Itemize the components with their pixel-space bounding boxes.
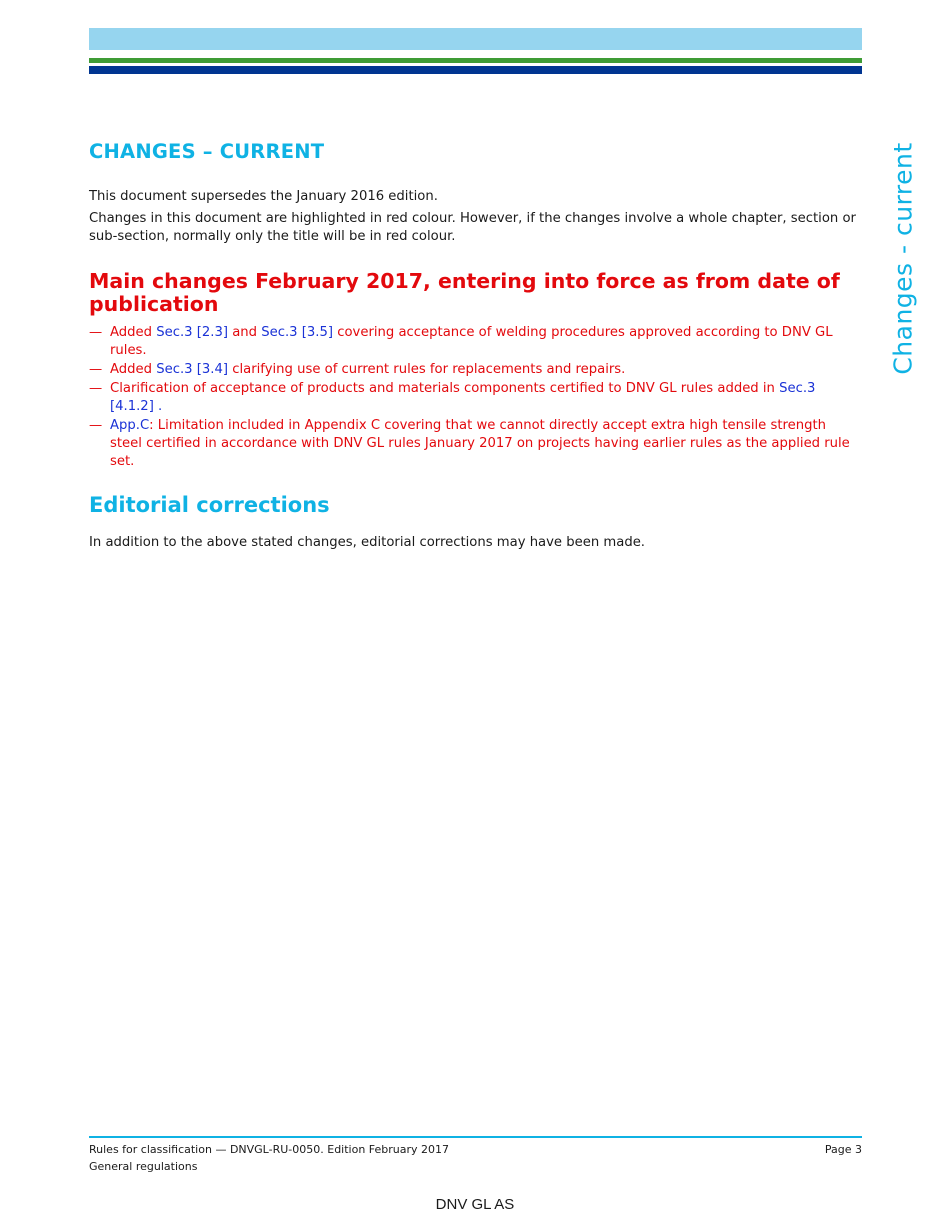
editorial-text: In addition to the above stated changes, editorial corrections may have been made. [89,535,645,550]
header-band-light [89,28,862,50]
editorial-heading: Editorial corrections [89,493,330,517]
footer-line: Rules for classification — DNVGL-RU-0050. Edition February 2017 [89,1143,450,1156]
page-title: CHANGES – CURRENT [89,140,325,163]
main-changes-heading: Main changes February 2017, entering into force as from date of publication [89,269,840,316]
change-item [89,361,862,379]
footer-divider [89,1136,862,1138]
change-item [89,324,862,360]
change-text: : Limitation included in Appendix C covering that we cannot directly accept extra high tensile strength steel certified in accordance with DNV GL rules January 2017 on projects having earlier rules as the applied rule set. [110,418,850,469]
section-link[interactable]: [4.1.2] [110,399,154,414]
footer-line: General regulations [89,1160,198,1173]
dash-bullet: — [89,325,103,340]
change-item [89,380,862,416]
section-link[interactable]: [3.4] [196,362,229,377]
section-link[interactable]: Sec.3 [261,325,298,340]
change-text: Clarification of acceptance of products and materials components certified to DNV GL rules added in [110,381,780,396]
section-link[interactable]: Sec.3 [779,381,816,396]
intro-paragraph: This document supersedes the January 2016 edition. [89,189,438,204]
change-text: clarifying use of current rules for replacements and repairs. [228,362,626,377]
change-text: and [228,325,262,340]
dash-bullet: — [89,362,103,377]
section-link[interactable]: [2.3] [196,325,229,340]
intro-section [89,188,862,250]
side-tab-label: Changes - current [888,141,918,375]
change-item [89,417,862,471]
intro-paragraph: Changes in this document are highlighted in red colour. However, if the changes involve a whole chapter, section or sub-section, normally only the title will be in red colour. [89,211,856,244]
header-band-green [89,58,862,63]
section-link[interactable]: Sec.3 [156,325,193,340]
section-link[interactable]: Sec.3 [156,362,193,377]
appendix-link[interactable]: App.C [110,418,150,433]
change-text: covering acceptance of welding procedures approved according to DNV GL rules. [110,325,833,358]
side-tab [888,141,918,375]
section-link[interactable]: [3.5] [301,325,334,340]
main-changes-list [89,324,862,472]
footer-document-info [89,1141,449,1175]
dash-bullet: — [89,381,103,396]
change-text: . [153,399,163,414]
header-band-navy [89,66,862,74]
change-text: Added [110,325,157,340]
dash-bullet: — [89,418,103,433]
company-name: DNV GL AS [435,1196,515,1213]
change-text: Added [110,362,157,377]
page-number: Page 3 [824,1143,862,1156]
